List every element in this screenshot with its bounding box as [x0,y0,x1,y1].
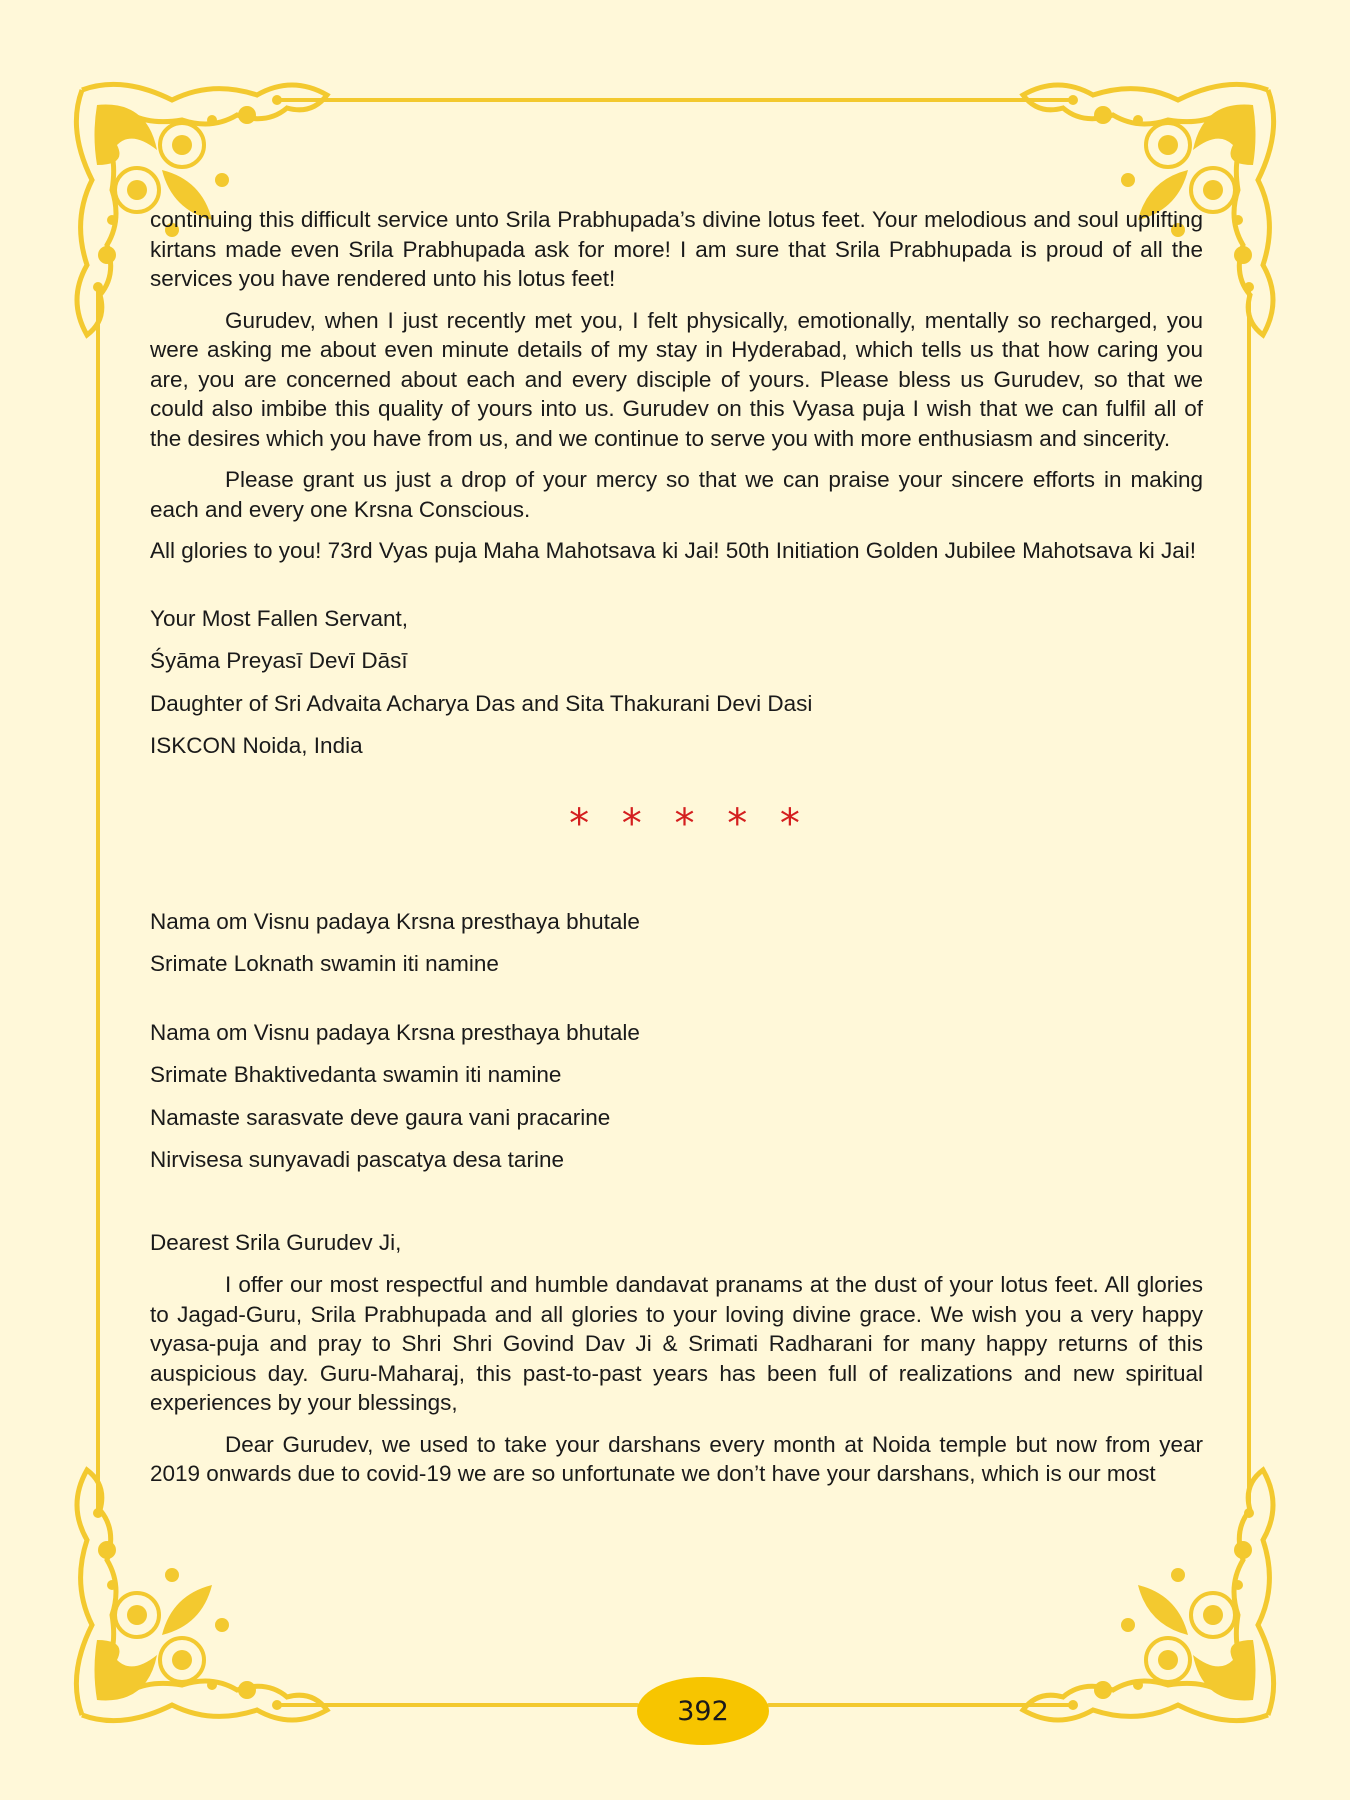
letter1-paragraph-2: Gurudev, when I just recently met you, I felt physically, emotionally, mentally so recharged, you were asking me about even minute details of my stay in Hyderabad, which tells us that how caring you are, you are concerned about each and every disciple of yours. Please bless us Gurudev, so that we could also imbibe this quality of yours into us. Gurudev on this Vyasa puja I wish that we can fulfil all of the desires which you have from us, and we continue to serve you with more enthusiasm and sincerity. [150,307,1203,451]
signature-name: Śyāma Preyasī Devī Dāsī [150,648,408,673]
page-number-badge [637,1677,769,1745]
signature-lineage: Daughter of Sri Advaita Acharya Das and Sita Thakurani Devi Dasi [150,690,813,716]
corner-ornament-bottom-left [76,1470,327,1721]
prayer1-line-2: Srimate Loknath swamin iti namine [150,951,499,976]
signature-location: ISKCON Noida, India [150,733,363,758]
letter1-paragraph-4: All glories to you! 73rd Vyas puja Maha Mahotsava ki Jai! 50th Initiation Golden Jubilee Mahotsava ki Jai! [150,538,1196,563]
letter2-paragraph-1: I offer our most respectful and humble dandavat pranams at the dust of your lotus feet. All glories to Jagad-Guru, Srila Prabhupada and all glories to your loving divine grace. We wish you a very happy vyasa-puja and pray to Shri Shri Govind Dav Ji & Srimati Radharani for many happy returns of this auspicious day. Guru-Maharaj, this past-to-past years has been full of realizations and new spiritual experiences by your blessings, [150,1272,1203,1415]
prayer2-line-4: Nirvisesa sunyavadi pascatya desa tarine [150,1147,564,1172]
corner-ornament-bottom-right [1023,1470,1274,1721]
prayer1-line-1: Nama om Visnu padaya Krsna presthaya bhutale [150,908,640,934]
signature-closing: Your Most Fallen Servant, [150,605,409,631]
prayer2-line-2: Srimate Bhaktivedanta swamin iti namine [150,1062,562,1087]
prayer2-line-1: Nama om Visnu padaya Krsna presthaya bhutale [150,1019,640,1045]
letter2-paragraph-2: Dear Gurudev, we used to take your darshans every month at Noida temple but now from year 2019 onwards due to covid-19 we are so unfortunate we don’t have your darshans, which is our most [150,1431,1203,1486]
section-separator-stars: * * * * * [569,800,810,847]
page-number: 392 [677,1695,729,1727]
prayer2-line-3: Namaste sarasvate deve gaura vani pracarine [150,1104,611,1130]
page-content [150,205,1203,1501]
letter2-salutation: Dearest Srila Gurudev Ji, [150,1229,402,1255]
letter1-paragraph-1: continuing this difficult service unto Srila Prabhupada’s divine lotus feet. Your melodious and soul uplifting kirtans made even Srila Prabhupada ask for more! I am sure that Srila Prabhupada is proud of all the services you have rendered unto his lotus feet! [150,207,1203,291]
letter1-paragraph-3: Please grant us just a drop of your mercy so that we can praise your sincere efforts in making each and every one Krsna Conscious. [150,467,1203,522]
